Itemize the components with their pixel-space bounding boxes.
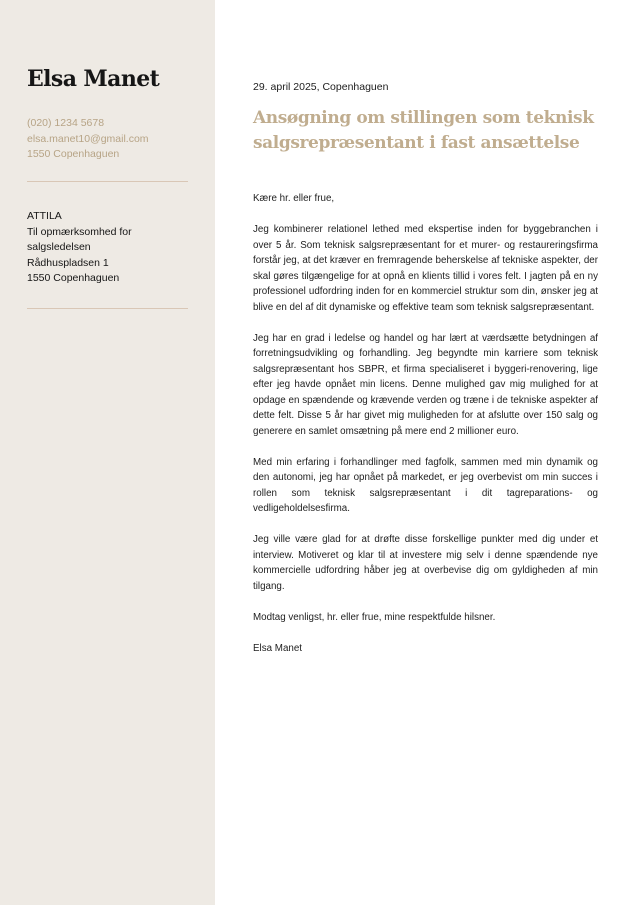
recipient-company: ATTILA xyxy=(27,210,62,222)
sender-contact xyxy=(27,116,149,163)
sender-phone: (020) 1234 5678 xyxy=(27,117,105,129)
letter-salutation: Kære hr. eller frue, xyxy=(253,193,335,204)
letter-paragraph: Med min erfaring i forhandlinger med fagfolk, sammen med min dynamik og den autonomi, jeg har opnået på markedet, er jeg overbevist om min succes i rollen som teknisk salgsrepræsentant i dit tagreparations- og vedligeholdelsesfirma. xyxy=(253,456,598,514)
recipient-street: Rådhuspladsen 1 xyxy=(27,256,109,269)
letter-signature: Elsa Manet xyxy=(253,642,303,654)
letter-body xyxy=(253,191,598,672)
sidebar xyxy=(0,0,215,905)
letter-paragraph: Jeg kombinerer relationel lethed med ekspertise inden for byggebranchen i over 5 år. Som teknisk salgsrepræsentant for et murer- og restaureringsfirma forstår jeg, at det kræver en fremragende beherskelse af tekniske aspekter, der skal gøres tilgængelige for at opnå en klients tillid i vores felt. I jagten på en ny professionel udfordring inden for en kommerciel struktur som din, ønsker jeg at blive en del af dit dynamiske og effektive team som teknisk salgsrepræsentant. xyxy=(253,224,598,313)
sender-email: elsa.manet10@gmail.com xyxy=(27,132,149,145)
letter-paragraph: Jeg ville være glad for at drøfte disse forskellige punkter med dig under et interview. Motiveret og klar til at investere mig selv i denne spændende nye kommercielle udfordring håber jeg at overbevise dig om gyldigheden af min tilgang. xyxy=(253,534,598,592)
recipient-city: 1550 Copenhaguen xyxy=(27,272,120,284)
letter-closing: Modtag venligst, hr. eller frue, mine respektfulde hilsner. xyxy=(253,611,496,623)
sidebar-divider-top xyxy=(27,181,188,182)
sidebar-divider-bottom xyxy=(27,308,188,309)
recipient-attention: Til opmærksomhed for salgsledelsen xyxy=(27,225,132,253)
recipient-address xyxy=(27,209,202,287)
sender-city: 1550 Copenhaguen xyxy=(27,148,120,160)
letter-subject: Ansøgning om stillingen som teknisk salgsrepræsentant i fast ansættelse xyxy=(253,108,594,153)
letter-date: 29. april 2025, Copenhaguen xyxy=(253,81,389,93)
letter-paragraph: Jeg har en grad i ledelse og handel og har lært at værdsætte betydningen af forretningsudvikling og forhandling. Jeg begyndte min karriere som teknisk salgsrepræsentant hos SBPR, et firma specialiseret i byggeri-renovering, lige efter jeg havde opnået min licens. Denne mulighed gav mig mulighed for at opdage en spændende og krævende verden og træne i de tekniske aspekter af dette felt. Disse 5 år har givet mig muligheden for at afslutte over 150 salg og generere en samlet omsætning på mere end 2 millioner euro. xyxy=(253,332,598,437)
sender-name: Elsa Manet xyxy=(27,66,160,92)
